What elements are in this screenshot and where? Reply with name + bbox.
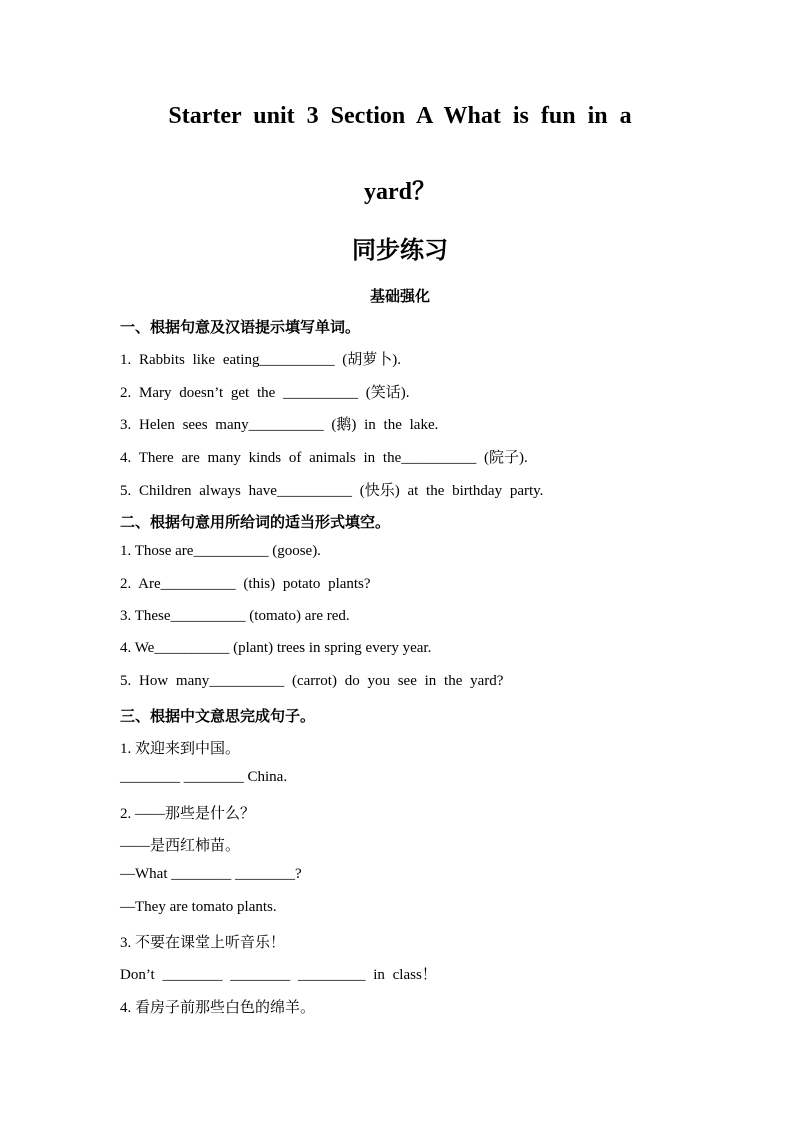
- part3-line: 1. 欢迎来到中国。: [120, 741, 241, 757]
- part3-line: Don’t ________ ________ _________ in class！: [120, 967, 437, 983]
- part1-item: 3. Helen sees many__________ (鹅) in the lake.: [120, 417, 439, 433]
- section-label: 基础强化: [369, 287, 430, 305]
- part1-item: 4. There are many kinds of animals in the__________ (院子).: [120, 450, 528, 466]
- part3-line: 4. 看房子前那些白色的绵羊。: [120, 1000, 316, 1016]
- part2-item: 4. We__________ (plant) trees in spring every year.: [120, 640, 432, 656]
- part3-heading: 三、根据中文意思完成句子。: [120, 707, 316, 725]
- part3-line: 3. 不要在课堂上听音乐！: [120, 935, 286, 951]
- part2-item: 1. Those are__________ (goose).: [120, 543, 321, 559]
- part1-item: 2. Mary doesn’t get the __________ (笑话).: [120, 385, 410, 401]
- part2-heading: 二、根据句意用所给词的适当形式填空。: [120, 513, 391, 531]
- part1-heading: 一、根据句意及汉语提示填写单词。: [120, 318, 361, 336]
- part3-line: 2. ——那些是什么？: [120, 806, 256, 822]
- title-line-2: yard？: [364, 179, 436, 205]
- part1-item: 1. Rabbits like eating__________ (胡萝卜).: [120, 352, 401, 368]
- part2-item: 3. These__________ (tomato) are red.: [120, 608, 350, 624]
- subtitle: 同步练习: [352, 236, 448, 264]
- part3-line: ________ ________ China.: [120, 769, 288, 785]
- part3-line: ——是西红柿苗。: [120, 838, 241, 854]
- title-line-1: Starter unit 3 Section A What is fun in a: [168, 103, 632, 129]
- part2-item: 5. How many__________ (carrot) do you see in the yard?: [120, 673, 504, 689]
- part2-item: 2. Are__________ (this) potato plants?: [120, 576, 371, 592]
- part1-item: 5. Children always have__________ (快乐) at the birthday party.: [120, 483, 544, 499]
- part3-line: —What ________ ________?: [120, 866, 302, 882]
- part3-line: —They are tomato plants.: [120, 899, 277, 915]
